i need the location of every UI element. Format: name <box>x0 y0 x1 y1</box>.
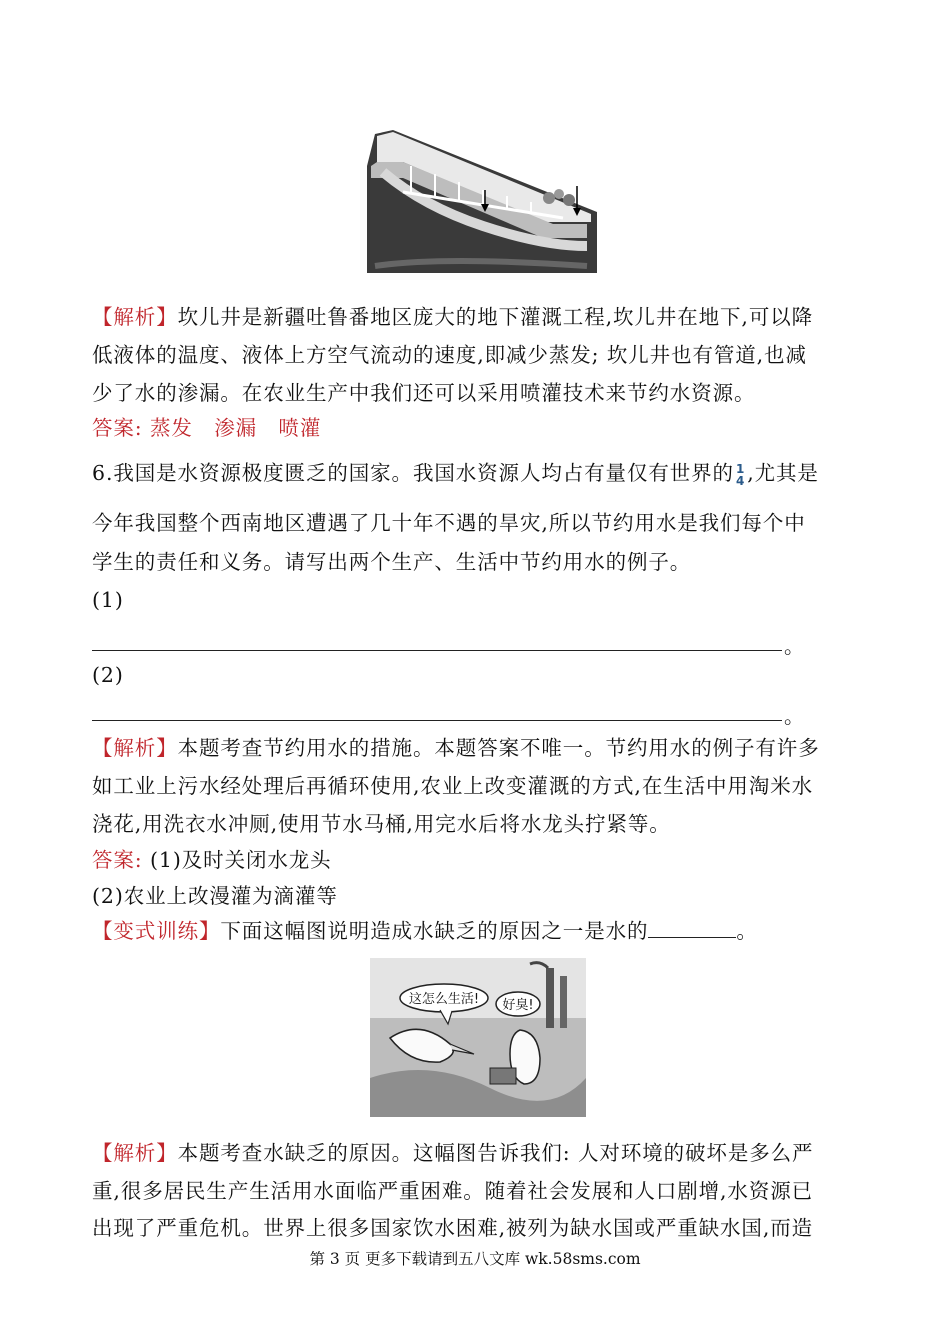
q6-analysis-line-2: 如工业上污水经处理后再循环使用,农业上改变灌溉的方式,在生活中用淘米水 <box>92 774 814 798</box>
analysis-text: 本题考查水缺乏的原因。这幅图告诉我们: 人对环境的破坏是多么严 <box>177 1141 814 1165</box>
q5-analysis-line-2: 低液体的温度、液体上方空气流动的速度,即减少蒸发; 坎儿井也有管道,也减 <box>92 343 807 367</box>
q6-analysis-line-3: 浇花,用洗衣水冲厕,使用节水马桶,用完水后将水龙头拧紧等。 <box>92 812 671 836</box>
q5-analysis-line-3: 少了水的渗漏。在农业生产中我们还可以采用喷灌技术来节约水资源。 <box>92 381 756 405</box>
speech-bubble-right: 好臭! <box>502 998 534 1013</box>
q5-analysis-line-1 <box>92 302 862 332</box>
q6-question-line-2: 今年我国整个西南地区遭遇了几十年不遇的旱灾,所以节约用水是我们每个中 <box>92 511 806 535</box>
q5-answer <box>92 413 862 443</box>
fraction-denominator: 4 <box>735 473 746 488</box>
q6-item-2-answer-blank[interactable] <box>92 720 782 721</box>
analysis-tag: 【解析】 <box>92 1141 178 1165</box>
page-footer: 第 3 页 更多下载请到五八文库 wk.58sms.com <box>309 1250 641 1268</box>
q6-question-line-1 <box>92 458 862 488</box>
answer-tag: 答案: <box>92 848 143 872</box>
speech-bubble-left: 这怎么生活! <box>408 992 480 1007</box>
variant-analysis-line-2: 重,很多居民生产生活用水面临严重困难。随着社会发展和人口剧增,水资源已 <box>92 1179 814 1203</box>
variant-period: 。 <box>736 919 758 943</box>
answer-text: 蒸发 渗漏 喷灌 <box>150 416 322 440</box>
karez-diagram-image <box>363 126 597 273</box>
q6-question-line-3: 学生的责任和义务。请写出两个生产、生活中节约用水的例子。 <box>92 550 692 574</box>
analysis-text: 本题考查节约用水的措施。本题答案不唯一。节约用水的例子有许多 <box>177 736 820 760</box>
pollution-cartoon-image <box>370 958 586 1117</box>
q6-item-1-period: 。 <box>784 634 804 658</box>
variant-text: 下面这幅图说明造成水缺乏的原因之一是水的 <box>220 919 649 943</box>
analysis-text: 坎儿井是新疆吐鲁番地区庞大的地下灌溉工程,坎儿井在地下,可以降 <box>177 305 814 329</box>
variant-analysis-line-1 <box>92 1138 862 1168</box>
q6-analysis-line-1 <box>92 733 862 763</box>
variant-analysis-line-3: 出现了严重危机。世界上很多国家饮水困难,被列为缺水国或严重缺水国,而造 <box>92 1216 814 1240</box>
fraction-numerator: 1 <box>735 461 746 476</box>
answer-tag: 答案: <box>92 416 143 440</box>
q6-text-before: 6.我国是水资源极度匮乏的国家。我国水资源人均占有量仅有世界的 <box>92 461 734 485</box>
q6-text-after: ,尤其是 <box>747 461 819 485</box>
analysis-tag: 【解析】 <box>92 736 178 760</box>
q6-item-1-answer-blank[interactable] <box>92 650 782 651</box>
q6-answer-line-1 <box>92 845 862 875</box>
fraction-one-quarter <box>736 463 745 487</box>
variant-tag: 【变式训练】 <box>92 919 221 943</box>
q6-item-2-period: 。 <box>784 704 804 728</box>
q6-item-2-label: (2) <box>92 663 124 687</box>
q6-answer-line-2: (2)农业上改漫灌为滴灌等 <box>92 884 338 908</box>
analysis-tag: 【解析】 <box>92 305 178 329</box>
variant-question <box>92 916 862 946</box>
variant-answer-blank[interactable] <box>648 917 736 938</box>
q6-item-1-label: (1) <box>92 588 124 612</box>
answer-text: (1)及时关闭水龙头 <box>150 848 332 872</box>
